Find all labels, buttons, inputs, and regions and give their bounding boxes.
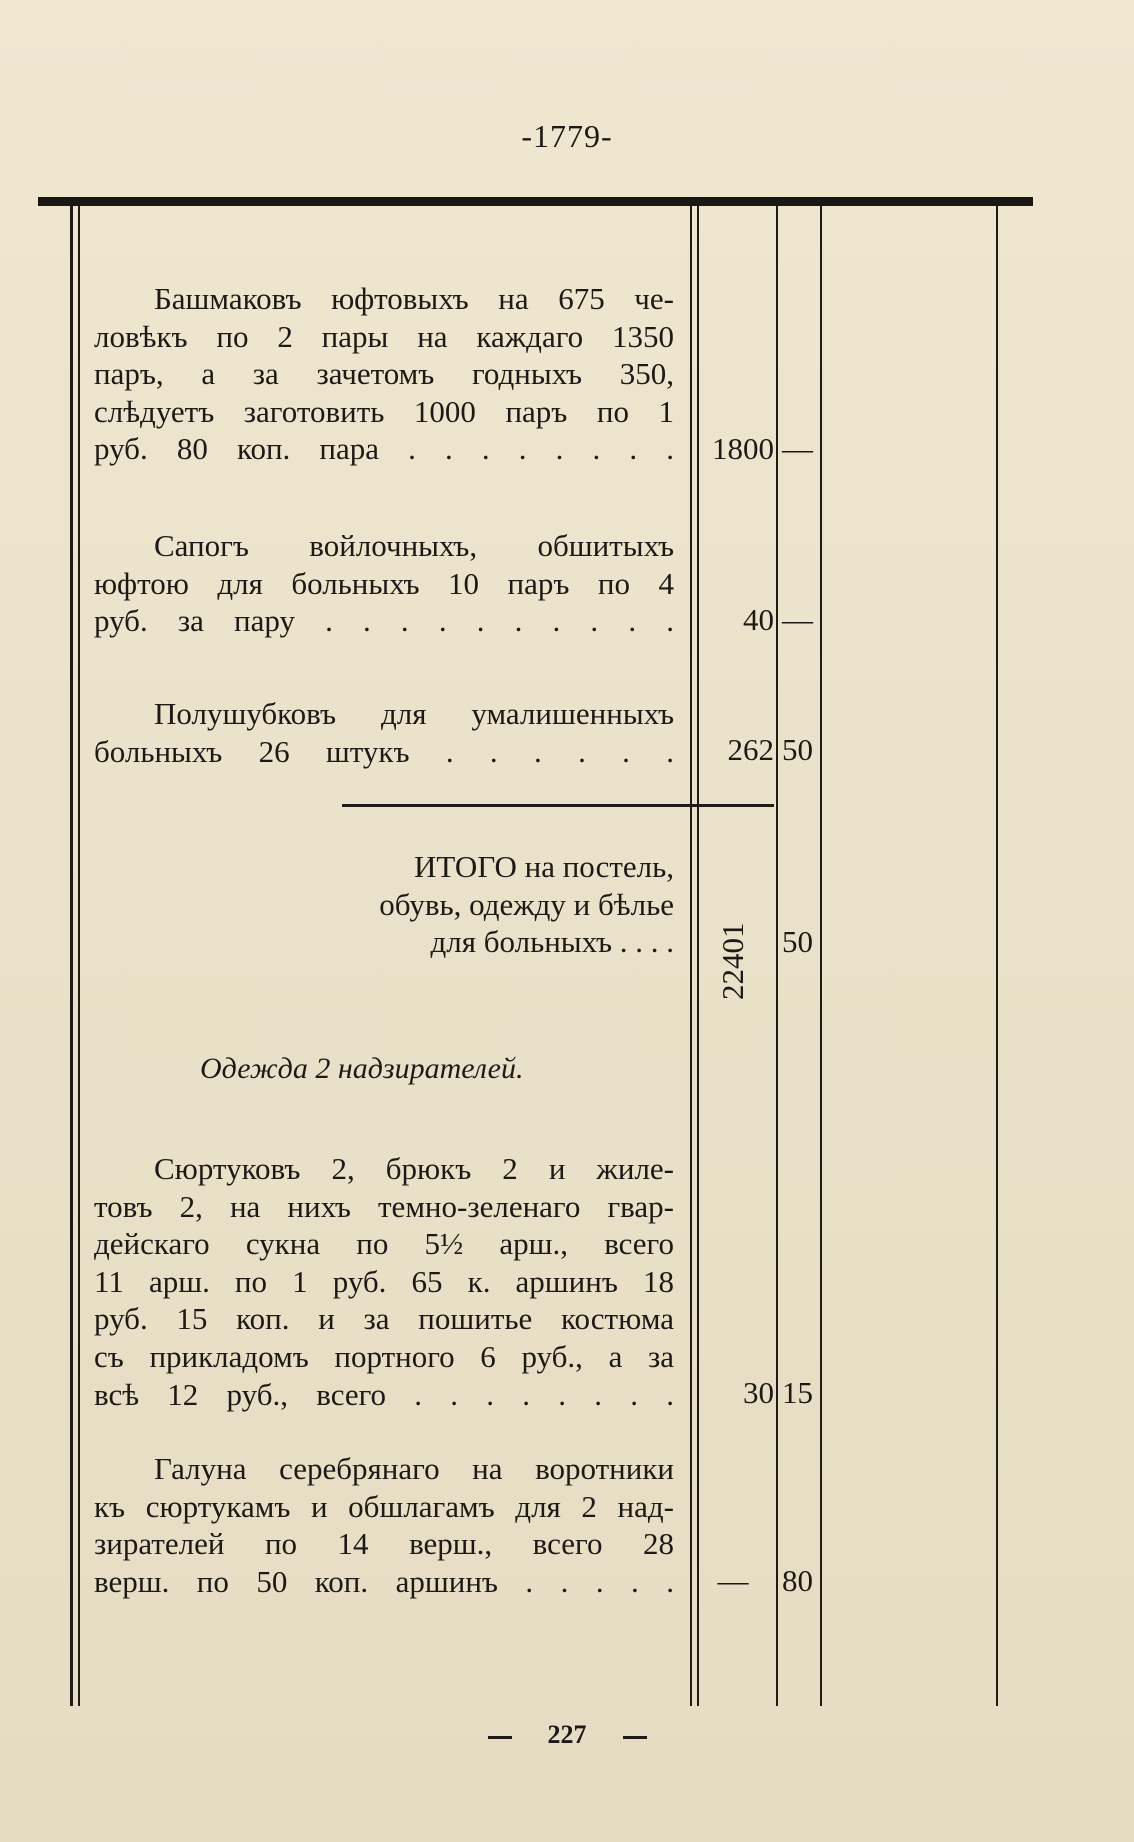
entry-line: Полушубковъ для умалишенныхъ (154, 696, 674, 731)
total-kopecks-value: 50 (782, 924, 813, 959)
entry-line: юфтою для больныхъ 10 паръ по 4 (94, 565, 674, 601)
footer-page-number: 227 (547, 1720, 587, 1749)
entry-line: къ сюртукамъ и обшлагамъ для 2 над- (94, 1488, 674, 1524)
rubles-value: 262 (727, 732, 774, 767)
footer-dash (623, 1736, 647, 1739)
page-footer (0, 1720, 1134, 1750)
page-number-header: -1779- (521, 118, 613, 154)
entry-line: дейскаго сукна по 5½ арш., всего (94, 1226, 674, 1262)
kopecks-column-left-line (776, 206, 778, 1706)
entry-line: съ прикладомъ портного 6 руб., а за (94, 1338, 674, 1374)
entry-line: руб. 15 коп. и за пошитье костюма (94, 1301, 674, 1337)
kopecks-column-right-line (820, 206, 822, 1706)
entry-line: зирателей по 14 верш., всего 28 (94, 1526, 674, 1562)
right-border (996, 206, 998, 1706)
entry-line: паръ, а за зачетомъ годныхъ 350, (94, 356, 674, 392)
entry-line: Сюртуковъ 2, брюкъ 2 и жиле- (154, 1151, 674, 1186)
kopecks-value: — (782, 602, 813, 637)
kopecks-value: — (782, 431, 813, 466)
section-title: Одежда 2 надзирателей. (200, 1052, 524, 1085)
total-line: ИТОГО на постель, (414, 849, 674, 884)
footer-dash (488, 1736, 512, 1739)
entry-line: больныхъ 26 штукъ . . . . . . (94, 733, 674, 769)
entry-polushubki (94, 695, 674, 770)
entry-line: Сапогъ войлочныхъ, обшитыхъ (154, 528, 674, 563)
total-label (300, 848, 674, 961)
total-rubles-value: 22401 (715, 922, 750, 1000)
entry-line: Башмаковъ юфтовыхъ на 675 че- (154, 281, 674, 316)
rubles-value: 40 (743, 602, 774, 637)
entry-line: слѣдуетъ заготовить 1000 паръ по 1 (94, 393, 674, 429)
entry-line: верш. по 50 коп. аршинъ . . . . . (94, 1563, 674, 1599)
entry-line: руб. 80 коп. пара . . . . . . . . (94, 431, 674, 467)
rubles-value: 30 (743, 1375, 774, 1410)
total-line: для больныхъ . . . . (430, 924, 674, 960)
entry-line: всѣ 12 руб., всего . . . . . . . . (94, 1376, 674, 1412)
entry-line: руб. за пару . . . . . . . . . . (94, 603, 674, 639)
kopecks-value: 15 (782, 1375, 813, 1410)
total-line: обувь, одежду и бѣлье (379, 886, 674, 922)
kopecks-value: 50 (782, 732, 813, 767)
entry-line: 11 арш. по 1 руб. 65 к. аршинъ 18 (94, 1263, 674, 1299)
entry-galun (94, 1450, 674, 1600)
entry-line: ловѣкъ по 2 пары на каждаго 1350 (94, 318, 674, 354)
kopecks-value: 80 (782, 1563, 813, 1598)
left-border-inner (78, 206, 80, 1706)
rubles-value: 1800 (712, 431, 774, 466)
entry-line: товъ 2, на нихъ темно-зеленаго гвар- (94, 1188, 674, 1224)
top-rule (38, 197, 1033, 206)
entry-line: Галуна серебрянаго на воротники (154, 1451, 674, 1486)
rubles-value: — (717, 1563, 749, 1598)
subtotal-rule (342, 804, 774, 807)
entry-sapogi (94, 527, 674, 640)
entry-syurtuki (94, 1150, 674, 1413)
entry-bashmaki (94, 280, 674, 468)
left-border (70, 206, 73, 1706)
